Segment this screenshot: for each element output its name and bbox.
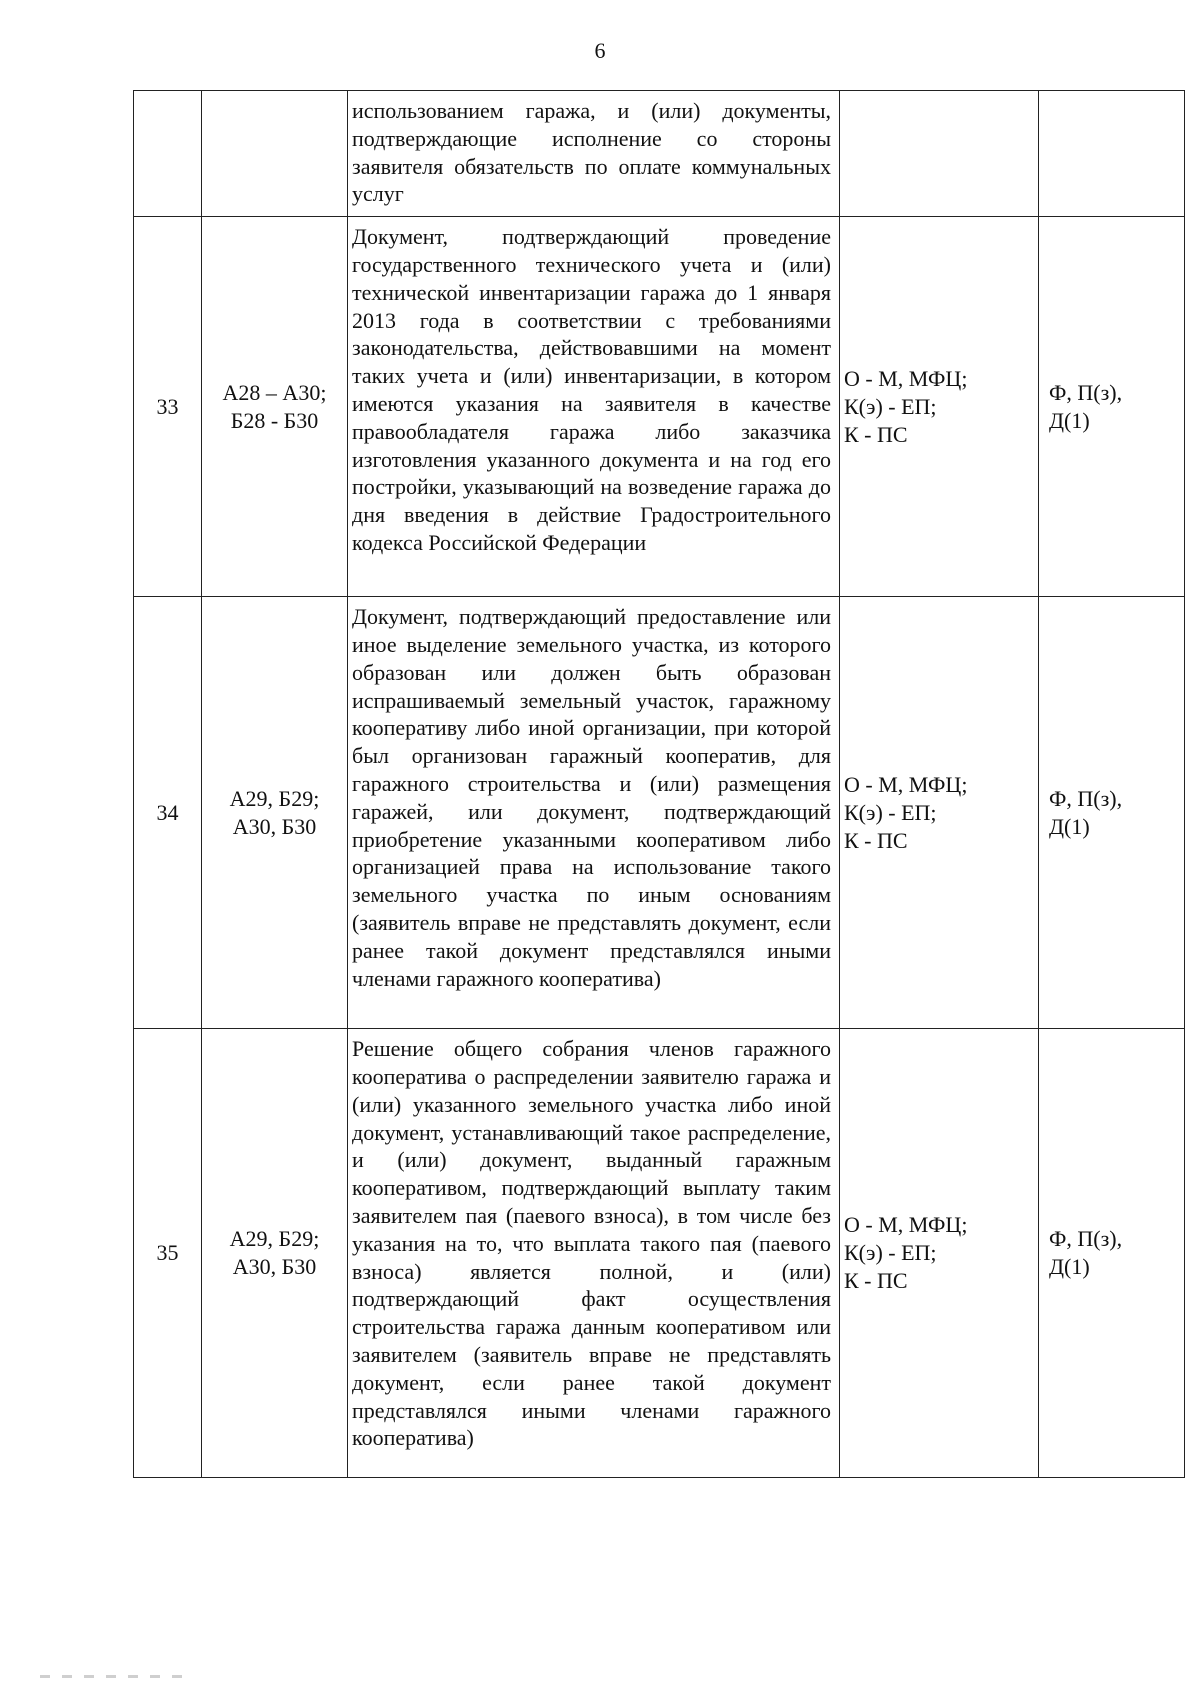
submission-method-line: О - М, МФЦ; <box>844 771 968 797</box>
document-form-line: Ф, П(з), <box>1049 1226 1123 1252</box>
submission-method-line: К - ПС <box>844 1268 908 1294</box>
row-number-cell: 33 <box>134 217 202 597</box>
table-row <box>134 597 1185 1029</box>
document-description-cell: Документ, подтверждающий проведение государственного технического учета и (или) технической инвентаризации гаража до 1 января 2013 года в соответствии с требованиями законодательства, действовавшими на момент таких учета и (или) инвентаризации, в котором имеются указания на заявителя в качестве правообладателя гаража либо заказчика изготовления указанного документа и на год его постройки, указывающий на возведение гаража до дня введения в действие Градостроительного кодекса Российской Федерации <box>348 217 840 597</box>
row-number-cell <box>134 91 202 217</box>
document-form-line: Д(1) <box>1049 1254 1090 1280</box>
applicant-code-line: Б28 - Б30 <box>230 407 319 433</box>
submission-method-cell <box>840 91 1039 217</box>
submission-method-cell <box>840 597 1039 1029</box>
table-row <box>134 91 1185 217</box>
document-form-cell <box>1039 91 1185 217</box>
applicant-code-line: А30, Б30 <box>232 813 317 839</box>
applicant-codes-cell <box>202 91 348 217</box>
page-number: 6 <box>594 38 606 63</box>
applicant-codes-cell <box>202 217 348 597</box>
row-number-cell: 35 <box>134 1029 202 1478</box>
table-row <box>134 1029 1185 1478</box>
submission-method-line: О - М, МФЦ; <box>844 365 968 391</box>
document-form-line: Д(1) <box>1049 813 1090 839</box>
submission-method-line: К(э) - ЕП; <box>844 393 937 419</box>
applicant-code-line: А28 – А30; <box>222 379 327 405</box>
applicant-codes-cell <box>202 1029 348 1478</box>
document-description-cell: использованием гаража, и (или) документы, подтверждающие исполнение со стороны заявителя обязательств по оплате коммунальных услуг <box>348 91 840 217</box>
documents-table <box>133 90 1185 1478</box>
submission-method-line: К(э) - ЕП; <box>844 1240 937 1266</box>
applicant-code-line: А29, Б29; <box>229 785 320 811</box>
applicant-codes-cell <box>202 597 348 1029</box>
submission-method-cell <box>840 217 1039 597</box>
document-description-cell: Решение общего собрания членов гаражного кооператива о распределении заявителю гаража и (или) указанного земельного участка либо иной документ, устанавливающий такое распределение, и (или) документ, выданный гаражным кооперативом, подтверждающий выплату таким заявителем пая (паевого взноса), в том числе без указания на то, что выплата такого пая (паевого взноса) является полной, и (или) подтверждающий факт осуществления строительства гаража данным кооперативом или заявителем (заявитель вправе не представлять документ, если ранее такой документ представлялся иными членами гаражного кооператива) <box>348 1029 840 1478</box>
document-form-line: Ф, П(з), <box>1049 785 1123 811</box>
table-row <box>134 217 1185 597</box>
applicant-code-line: А30, Б30 <box>232 1254 317 1280</box>
document-form-cell <box>1039 1029 1185 1478</box>
row-number-cell: 34 <box>134 597 202 1029</box>
scan-artifact-mark <box>40 1675 190 1678</box>
submission-method-line: К - ПС <box>844 827 908 853</box>
submission-method-line: К - ПС <box>844 421 908 447</box>
submission-method-cell <box>840 1029 1039 1478</box>
document-form-line: Д(1) <box>1049 407 1090 433</box>
applicant-code-line: А29, Б29; <box>229 1226 320 1252</box>
document-form-cell <box>1039 597 1185 1029</box>
submission-method-line: К(э) - ЕП; <box>844 799 937 825</box>
submission-method-line: О - М, МФЦ; <box>844 1212 968 1238</box>
document-description-cell: Документ, подтверждающий предоставление или иное выделение земельного участка, из которого образован или должен быть образован испрашиваемый земельный участок, гаражному кооперативу либо иной организации, при которой был организован гаражный кооператив, для гаражного строительства и (или) размещения гаражей, или документ, подтверждающий приобретение указанными кооперативом либо организацией права на использование такого земельного участка по иным основаниям (заявитель вправе не представлять документ, если ранее такой документ представлялся иными членами гаражного кооператива) <box>348 597 840 1029</box>
document-form-cell <box>1039 217 1185 597</box>
document-form-line: Ф, П(з), <box>1049 379 1123 405</box>
